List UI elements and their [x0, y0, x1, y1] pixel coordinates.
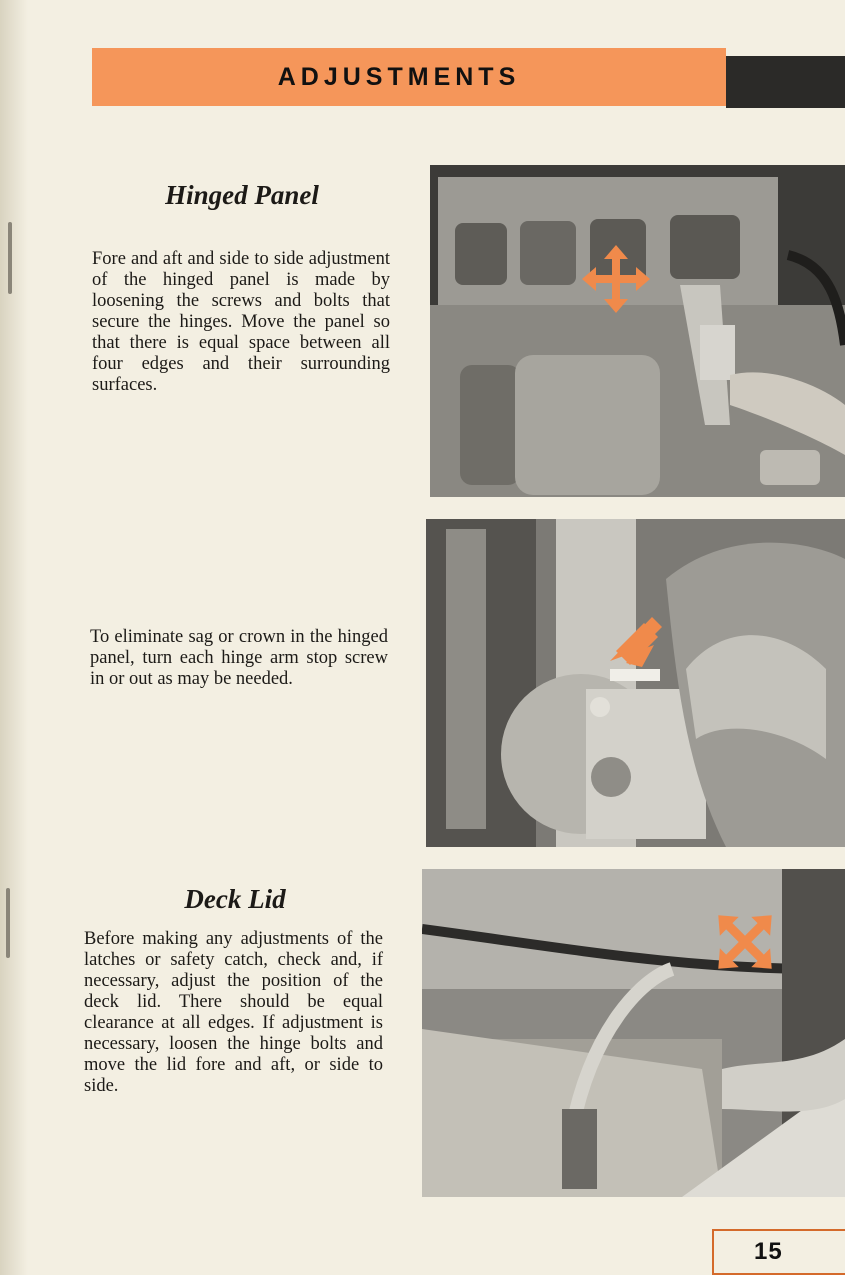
page-title: ADJUSTMENTS — [277, 62, 521, 91]
page-number: 15 — [754, 1238, 783, 1265]
hinged-panel-paragraph-2: To eliminate sag or crown in the hinged panel, turn each hinge arm stop screw in or out as may be needed. — [90, 627, 388, 689]
deck-lid-hinge-photo — [422, 869, 845, 1197]
hinged-panel-heading: Hinged Panel — [165, 180, 319, 210]
header-dark-tab — [726, 56, 845, 108]
binding-mark — [8, 222, 12, 294]
four-way-arrow-icon — [705, 902, 785, 982]
hinge-arm-stop-screw-photo — [426, 519, 845, 847]
pointer-arrow-icon — [606, 611, 668, 673]
binding-mark — [6, 888, 10, 958]
deck-lid-paragraph: Before making any adjustments of the latches or safety catch, check and, if necessary, adjust the position of the deck lid. There should be equal clearance at all edges. If adjustment is necessary, loosen the hinge bolts and move the lid fore and aft, or side to side. — [84, 929, 383, 1096]
hinged-panel-hinges-photo — [430, 165, 845, 497]
hinged-panel-paragraph-1: Fore and aft and side to side adjustment of the hinged panel is made by loosening the screws and bolts that secure the hinges. Move the panel so that there is equal space between all four edges and their surrounding surfaces. — [92, 249, 390, 395]
binding-gutter — [0, 0, 28, 1275]
page-number-box — [712, 1229, 845, 1275]
deck-lid-heading: Deck Lid — [184, 884, 286, 914]
four-way-arrow-icon — [580, 243, 652, 315]
header-bar — [92, 48, 726, 106]
